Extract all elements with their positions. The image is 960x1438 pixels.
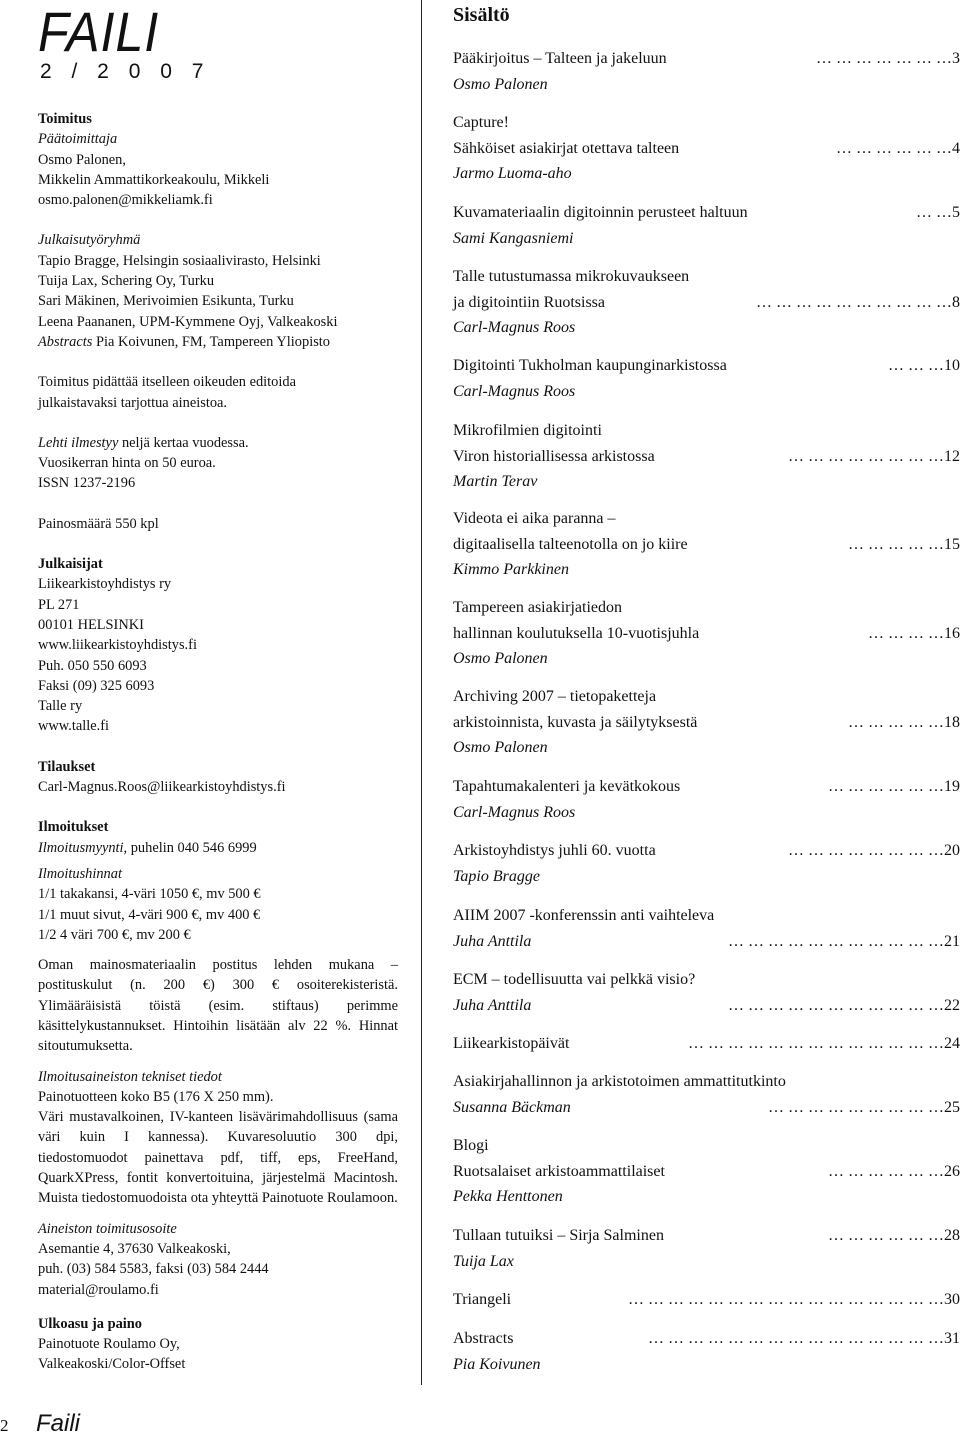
entry-title-line	[453, 418, 960, 444]
entry-title-text: Tampereen asiakirjatiedon	[453, 599, 623, 616]
contents-entry[interactable]	[453, 110, 960, 187]
group-heading: Julkaisutyöryhmä	[38, 232, 141, 249]
entry-title-line	[453, 710, 960, 736]
entry-title-text: Talle tutustumassa mikrokuvaukseen	[453, 268, 690, 285]
ads-prices-heading: Ilmoitushinnat	[38, 865, 122, 882]
ads-heading: Ilmoitukset	[38, 819, 109, 836]
entry-title-line	[453, 967, 960, 993]
rights-block	[38, 372, 398, 413]
entry-title-text: ECM – todellisuutta vai pelkkä visio?	[453, 971, 696, 988]
entry-author-text: Pekka Henttonen	[453, 1188, 563, 1205]
entry-title-text: hallinnan koulutuksella 10-vuotisjuhla	[453, 624, 700, 642]
entry-title-line	[453, 1133, 960, 1159]
ads-block	[38, 817, 398, 1374]
entry-leader-page: … … … … … … … … … … …21	[728, 932, 960, 950]
entry-title-line	[453, 1326, 960, 1352]
ads-price-line: 1/2 4 väri 700 €, mv 200 €	[38, 926, 191, 943]
entry-author-text: Osmo Palonen	[453, 739, 548, 756]
frequency-text: neljä kertaa vuodessa.	[118, 434, 249, 451]
entry-leader-page: … … … … … … … … …25	[768, 1098, 960, 1116]
contents-entry[interactable]	[453, 1133, 960, 1210]
publisher-line: Talle ry	[38, 698, 83, 715]
publisher-line: 00101 HELSINKI	[38, 616, 144, 633]
entry-leader-page: … … … … … … … … … … … … …24	[688, 1035, 960, 1052]
entry-author-text: Carl-Magnus Roos	[453, 382, 576, 400]
entry-title-line	[453, 264, 960, 290]
print-run: Painosmäärä 550 kpl	[38, 515, 159, 532]
ads-delivery-heading: Aineiston toimitusosoite	[38, 1220, 177, 1237]
editor-email: osmo.palonen@mikkeliamk.fi	[38, 192, 213, 209]
group-member: Tapio Bragge, Helsingin sosiaalivirasto, Helsinki	[38, 252, 321, 269]
entry-leader-page: … … … … … … … …20	[788, 842, 960, 859]
entry-leader-page: … … …10	[888, 357, 960, 374]
entry-title-line	[453, 621, 960, 647]
entry-title-text: Digitointi Tukholman kaupunginarkistossa	[453, 357, 727, 374]
entry-author-text: Carl-Magnus Roos	[453, 803, 576, 821]
entry-author-text: Sami Kangasniemi	[453, 229, 574, 247]
entry-title-text: AIIM 2007 -konferenssin anti vaihteleva	[453, 907, 715, 924]
publishers-heading: Julkaisijat	[38, 556, 103, 573]
issue-number: 2 / 2 0 0 7	[40, 60, 211, 83]
rights-line: julkaistavaksi tarjottua aineistoa.	[38, 394, 228, 411]
entry-title-line	[453, 353, 960, 379]
entry-author-text: Jarmo Luoma-aho	[453, 165, 572, 182]
contents-entry[interactable]	[453, 774, 960, 825]
ads-sales-line	[38, 838, 398, 858]
entry-title-line	[453, 774, 960, 800]
editor-line: Mikkelin Ammattikorkeakoulu, Mikkeli	[38, 171, 270, 188]
contents-entry[interactable]	[453, 1223, 960, 1274]
entry-author-text: Susanna Bäckman	[453, 1098, 571, 1116]
entry-title-line	[453, 595, 960, 621]
ads-sales-label: Ilmoitusmyynti,	[38, 839, 128, 856]
entry-author-text: Tapio Bragge	[453, 867, 540, 885]
price-line: Vuosikerran hinta on 50 euroa.	[38, 455, 216, 472]
layout-heading: Ulkoasu ja paino	[38, 1315, 142, 1332]
entry-title-line	[453, 1031, 960, 1057]
ads-delivery-line: Asemantie 4, 37630 Valkeakoski,	[38, 1240, 231, 1257]
publisher-url[interactable]: www.talle.fi	[38, 718, 109, 735]
entry-title-text: Blogi	[453, 1137, 489, 1154]
frequency-label: Lehti ilmestyy	[38, 434, 119, 451]
publisher-line: Puh. 050 550 6093	[38, 657, 147, 674]
entry-leader-page: … … … … … … … … … … …22	[728, 996, 960, 1014]
entry-author-text: Osmo Palonen	[453, 650, 548, 667]
footer-magazine-name: Faili	[36, 1410, 81, 1437]
entry-author	[453, 379, 960, 405]
entry-author-text: Carl-Magnus Roos	[453, 319, 576, 336]
contents-entry[interactable]	[453, 46, 960, 97]
entry-title-text: Archiving 2007 – tietopaketteja	[453, 688, 657, 705]
entry-author	[453, 161, 960, 187]
rights-line: Toimitus pidättää itselleen oikeuden editoida	[38, 374, 296, 391]
entry-title-text: Liikearkistopäivät	[453, 1035, 570, 1052]
entry-title-line	[453, 838, 960, 864]
entry-title-text: arkistoinnista, kuvasta ja säilytyksestä	[453, 713, 698, 731]
entry-title-text: Arkistoyhdistys juhli 60. vuotta	[453, 842, 656, 859]
entry-author-text: Juha Anttila	[453, 996, 532, 1014]
entry-author	[453, 469, 960, 495]
entry-title-line	[453, 200, 960, 226]
abstracts-credit	[38, 332, 398, 352]
contents-entry[interactable]	[453, 838, 960, 889]
ads-tech-line: Painotuotteen koko B5 (176 X 250 mm).	[38, 1088, 274, 1105]
entry-title-text: Abstracts	[453, 1330, 514, 1347]
ads-delivery-line: puh. (03) 584 5583, faksi (03) 584 2444	[38, 1261, 269, 1278]
entry-title-line	[453, 1069, 960, 1095]
subscription-block	[38, 433, 398, 494]
contents-entry[interactable]	[453, 353, 960, 404]
entry-title-text: Capture!	[453, 114, 509, 131]
entry-title-text: Tullaan tutuiksi – Sirja Salminen	[453, 1227, 664, 1244]
editorial-heading: Toimitus	[38, 111, 92, 127]
entry-leader-page: … … … … … … … … … … … … … … … …30	[628, 1291, 960, 1308]
entry-author	[453, 800, 960, 826]
editor-role: Päätoimittaja	[38, 131, 118, 148]
entry-author	[453, 315, 960, 341]
entry-author	[453, 1352, 960, 1378]
contents-entry[interactable]	[453, 967, 960, 1018]
ads-price-line: 1/1 muut sivut, 4-väri 900 €, mv 400 €	[38, 906, 261, 923]
abstracts-label: Abstracts	[38, 333, 93, 350]
entry-title-text: Ruotsalaiset arkistoammattilaiset	[453, 1162, 665, 1180]
entry-leader-page: … … … … … …26	[828, 1162, 960, 1180]
entry-title-text: Tapahtumakalenteri ja kevätkokous	[453, 778, 681, 795]
entry-author	[453, 1249, 960, 1275]
magazine-logo: FAILI	[38, 0, 160, 63]
entry-title-line	[453, 444, 960, 470]
entry-author	[453, 993, 960, 1019]
entry-leader-page: … … … … … …19	[828, 778, 960, 795]
entry-leader-page: … … … … …18	[848, 713, 960, 731]
entry-leader-page: … … … … …15	[848, 535, 960, 553]
ads-sales-text: puhelin 040 546 6999	[127, 839, 257, 856]
entry-title-line	[453, 46, 960, 72]
entry-title-text: Triangeli	[453, 1291, 512, 1308]
group-member: Leena Paananen, UPM-Kymmene Oyj, Valkeakoski	[38, 313, 338, 330]
contents-entry[interactable]	[453, 1326, 960, 1377]
entry-title-line	[453, 684, 960, 710]
ads-own-material: Oman mainosmateriaalin postitus lehden mukana – postituskulut (n. 200 €) 300 € osoiterekisteristä. Ylimääräisistä töistä (esim. stiftaus) perimme käsittelykustannukset. Hintoihin lisätään alv 22 %. Hinnat sitoutumuksetta.	[38, 957, 398, 1055]
contents-entry[interactable]	[453, 903, 960, 954]
contents-entry[interactable]	[453, 200, 960, 251]
ads-delivery-email[interactable]: material@roulamo.fi	[38, 1281, 159, 1298]
entry-leader-page: … … … … … … …3	[816, 50, 960, 67]
entry-author	[453, 226, 960, 252]
entry-author-text: Osmo Palonen	[453, 75, 548, 93]
entry-author	[453, 72, 960, 98]
entry-author-text: Pia Koivunen	[453, 1355, 541, 1373]
entry-title-line	[453, 1287, 960, 1313]
entry-title-text: Videota ei aika paranna –	[453, 510, 616, 527]
contents-heading: Sisältö	[453, 4, 510, 26]
entry-leader-page: … … … …16	[868, 624, 960, 642]
group-member: Sari Mäkinen, Merivoimien Esikunta, Turku	[38, 293, 294, 310]
entry-title-text: Kuvamateriaalin digitoinnin perusteet haltuun	[453, 204, 748, 221]
orders-heading: Tilaukset	[38, 758, 96, 775]
entry-title-text: digitaalisella talteenotolla on jo kiire	[453, 535, 688, 553]
entry-title-text: Mikrofilmien digitointi	[453, 422, 602, 439]
entry-leader-page: … … … … … … … … … …8	[756, 293, 960, 311]
publisher-line: PL 271	[38, 596, 80, 613]
entry-title-line	[453, 903, 960, 929]
entry-leader-page: … … … … … …4	[836, 139, 960, 157]
ads-price-line: 1/1 takakansi, 4-väri 1050 €, mv 500 €	[38, 886, 261, 903]
editor-line: Osmo Palonen,	[38, 151, 126, 168]
entry-author	[453, 929, 960, 955]
entry-title-text: Asiakirjahallinnon ja arkistotoimen ammattitutkinto	[453, 1073, 786, 1090]
group-member: Tuija Lax, Schering Oy, Turku	[38, 273, 215, 290]
page-number: 2	[0, 1416, 9, 1435]
entry-author	[453, 646, 960, 672]
entry-title-line	[453, 290, 960, 316]
orders-block	[38, 757, 398, 798]
layout-line: Painotuote Roulamo Oy,	[38, 1336, 180, 1353]
entry-author	[453, 864, 960, 890]
entry-leader-page: … …5	[916, 204, 960, 221]
contents-entry[interactable]	[453, 595, 960, 672]
issn-line: ISSN 1237-2196	[38, 475, 136, 492]
entry-title-line	[453, 136, 960, 162]
publisher-line: Faksi (09) 325 6093	[38, 677, 155, 694]
abstracts-text: Pia Koivunen, FM, Tampereen Yliopisto	[92, 333, 330, 350]
editorial-group-block	[38, 230, 398, 352]
contents-entry[interactable]	[453, 684, 960, 761]
entry-author	[453, 1095, 960, 1121]
contents-entry[interactable]	[453, 506, 960, 583]
entry-title-line	[453, 110, 960, 136]
publisher-url[interactable]: www.liikearkistoyhdistys.fi	[38, 637, 197, 654]
layout-line: Valkeakoski/Color-Offset	[38, 1356, 186, 1373]
entry-leader-page: … … … … … … … …12	[788, 447, 960, 465]
entry-title-text: Sähköiset asiakirjat otettava talteen	[453, 139, 680, 157]
entry-author	[453, 1184, 960, 1210]
publishers-block	[38, 554, 398, 737]
entry-title-text: Viron historiallisessa arkistossa	[453, 447, 655, 465]
contents-entry[interactable]	[453, 264, 960, 341]
ads-tech-heading: Ilmoitusaineiston tekniset tiedot	[38, 1068, 222, 1085]
contents-entry[interactable]	[453, 1287, 960, 1313]
entry-author	[453, 735, 960, 761]
entry-author	[453, 557, 960, 583]
contents-entry[interactable]	[453, 1069, 960, 1120]
orders-email[interactable]: Carl-Magnus.Roos@liikearkistoyhdistys.fi	[38, 779, 286, 796]
entry-title-line	[453, 532, 960, 558]
contents-entry[interactable]	[453, 418, 960, 495]
publisher-line: Liikearkistoyhdistys ry	[38, 576, 172, 593]
entry-leader-page: … … … … … …28	[828, 1227, 960, 1244]
entry-leader-page: … … … … … … … … … … … … … … …31	[648, 1330, 960, 1347]
entry-title-text: Pääkirjoitus – Talteen ja jakeluun	[453, 50, 667, 67]
contents-entry[interactable]	[453, 1031, 960, 1057]
colophon	[38, 109, 398, 1375]
entry-title-line	[453, 1159, 960, 1185]
ads-tech-paragraph: Väri mustavalkoinen, IV-kanteen lisävärimahdollisuus (sama väri kuin I kannessa). Kuvaresoluutio 300 dpi, tiedostomuodot painettava pdf, tiff, eps, FreeHand, QuarkXPress, fontit konvertoituina, järjestelmä Macintosh. Muista tiedostomuodoista ota yhteyttä Painotuote Roulamoon.	[38, 1109, 398, 1207]
entry-author-text: Tuija Lax	[453, 1252, 514, 1270]
entry-title-line	[453, 506, 960, 532]
entry-author-text: Juha Anttila	[453, 932, 532, 950]
entry-title-text: ja digitointiin Ruotsissa	[453, 293, 606, 311]
entry-author-text: Martin Terav	[453, 473, 538, 490]
entry-author-text: Kimmo Parkkinen	[453, 561, 569, 578]
frequency-line	[38, 433, 398, 453]
editorial-block	[38, 109, 398, 210]
entry-title-line	[453, 1223, 960, 1249]
column-divider	[421, 0, 422, 1385]
